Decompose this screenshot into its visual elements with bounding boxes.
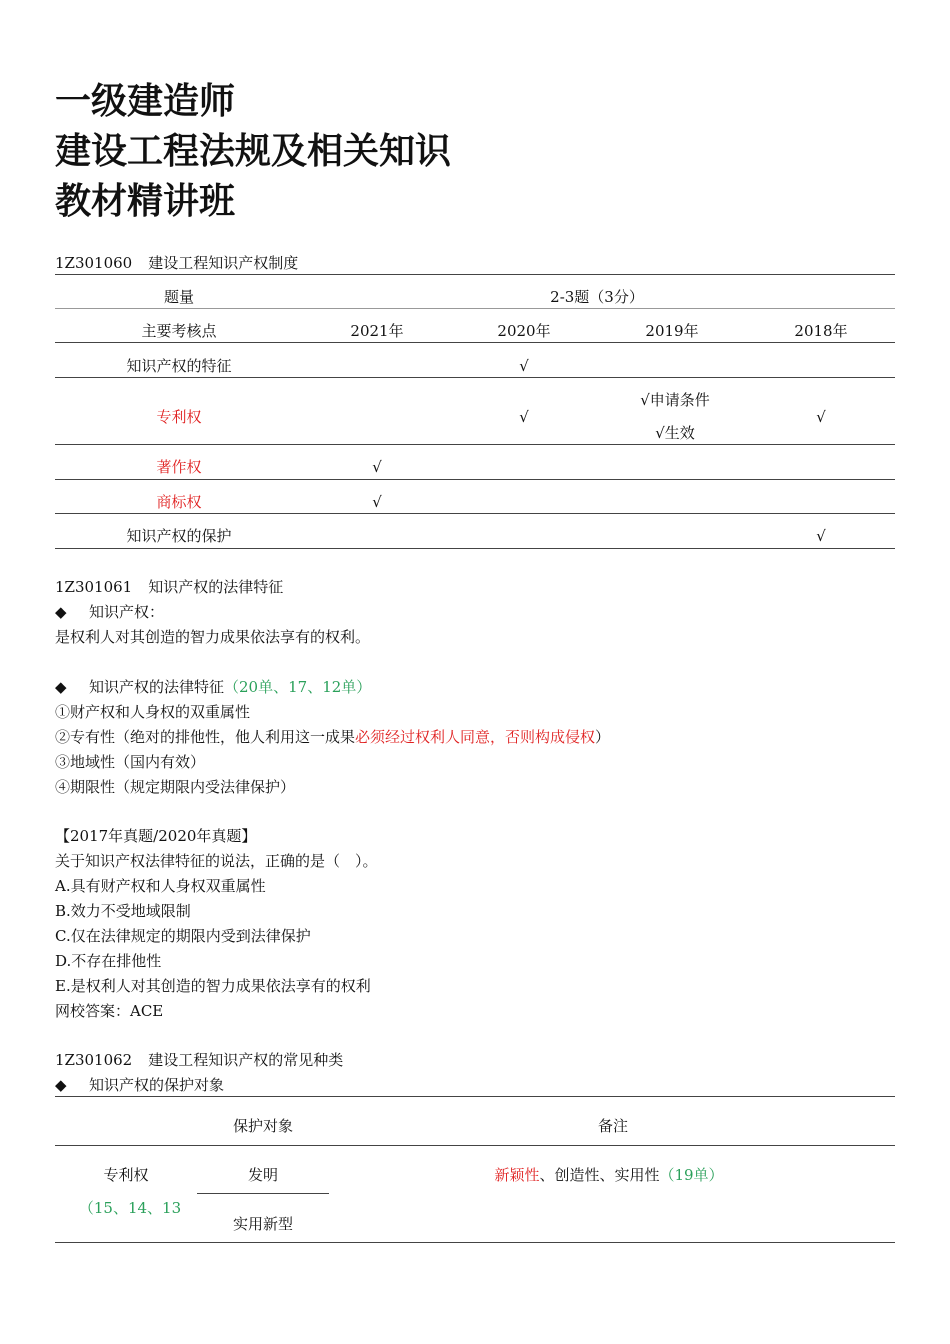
section-code: 1Z301061 (55, 578, 133, 596)
feature-2-close: ） (595, 728, 611, 746)
feature-2-emphasis: 必须经过权利人同意，否则构成侵权 (355, 728, 596, 746)
row-label-copyright: 著作权 (156, 458, 202, 476)
section-name: 建设工程知识产权的常见种类 (148, 1051, 344, 1069)
section-code: 1Z301062 (55, 1051, 133, 1069)
title-line-2: 建设工程法规及相关知识 (55, 131, 452, 172)
question-stem: 关于知识产权法律特征的说法，正确的是（ ）。 (55, 852, 378, 870)
check-mark: √ (519, 408, 529, 426)
table-rule (55, 342, 895, 343)
section-heading-1z301062 (55, 1050, 343, 1070)
option-c: C.仅在法律规定的期限内受到法律保护 (55, 927, 311, 945)
section-heading-1z301061 (55, 577, 283, 597)
table-rule (55, 1145, 895, 1146)
section-name: 建设工程知识产权制度 (148, 254, 299, 272)
definition-heading (55, 602, 164, 622)
patent-exam-note: （15、14、13 (78, 1199, 182, 1217)
diamond-bullet-icon: ◆ (55, 678, 67, 696)
table-rule (197, 1193, 329, 1194)
table-rule (55, 1242, 895, 1243)
section-code: 1Z301060 (55, 254, 133, 272)
year-2019: 2019年 (645, 322, 699, 340)
col-header-remark: 备注 (597, 1117, 629, 1135)
feature-2-text: ②专有性（绝对的排他性，他人利用这一成果 (55, 728, 356, 746)
answer: 网校答案：ACE (55, 1002, 164, 1020)
qty-value: 2-3题（3分） (550, 288, 644, 306)
feature-2 (55, 727, 610, 747)
check-mark: √ (372, 493, 382, 511)
year-2020: 2020年 (497, 322, 551, 340)
row-label-ip-features: 知识产权的特征 (126, 357, 232, 375)
col-header-object: 保护对象 (232, 1117, 294, 1135)
question-tag: 【2017年真题/2020年真题】 (55, 827, 257, 845)
check-mark: √ (816, 527, 826, 545)
row-label-patent: 专利权 (156, 408, 202, 426)
row-label-ip-protection: 知识产权的保护 (126, 527, 232, 545)
protection-heading (55, 1075, 224, 1095)
diamond-bullet-icon: ◆ (55, 603, 67, 621)
remark-exam-note: （19单） (659, 1166, 724, 1184)
section-heading-1z301060 (55, 253, 298, 273)
utility-model-label: 实用新型 (232, 1215, 294, 1233)
table-rule (55, 548, 895, 549)
year-2021: 2021年 (350, 322, 404, 340)
option-b: B.效力不受地域限制 (55, 902, 191, 920)
patent-label: 专利权 (103, 1166, 149, 1184)
check-mark: √ (519, 357, 529, 375)
feature-3: ③地域性（国内有效） (55, 753, 206, 771)
table-rule (55, 479, 895, 480)
option-d: D.不存在排他性 (55, 952, 162, 970)
year-2018: 2018年 (794, 322, 848, 340)
option-a: A.具有财产权和人身权双重属性 (55, 877, 266, 895)
definition-heading-text: 知识产权： (89, 603, 165, 621)
table-rule (55, 377, 895, 378)
table-rule (55, 513, 895, 514)
check-mark: √ (816, 408, 826, 426)
protection-heading-text: 知识产权的保护对象 (89, 1076, 225, 1094)
row-label-trademark: 商标权 (156, 493, 202, 511)
table-rule (55, 308, 895, 309)
patent-2019-item-1: √申请条件 (640, 391, 710, 409)
qty-label: 题量 (163, 288, 195, 306)
feature-1: ①财产权和人身权的双重属性 (55, 703, 251, 721)
definition-text: 是权利人对其创造的智力成果依法享有的权利。 (55, 628, 371, 646)
patent-2019-item-2: √生效 (655, 424, 695, 442)
point-header: 主要考核点 (141, 322, 217, 340)
option-e: E.是权利人对其创造的智力成果依法享有的权利 (55, 977, 371, 995)
feature-4: ④期限性（规定期限内受法律保护） (55, 778, 296, 796)
remark-criteria: 、创造性、实用性 (539, 1166, 660, 1184)
title-line-3: 教材精讲班 (55, 181, 236, 222)
features-heading-text: 知识产权的法律特征 (89, 678, 225, 696)
invention-label: 发明 (247, 1166, 279, 1184)
table-rule (55, 1096, 895, 1097)
features-exam-note: （20单、17、12单） (224, 678, 372, 696)
table-rule (55, 444, 895, 445)
invention-remark (494, 1165, 723, 1185)
remark-novelty: 新颖性 (494, 1166, 540, 1184)
section-name: 知识产权的法律特征 (148, 578, 284, 596)
features-heading (55, 677, 371, 697)
title-line-1: 一级建造师 (55, 81, 236, 122)
check-mark: √ (372, 458, 382, 476)
diamond-bullet-icon: ◆ (55, 1076, 67, 1094)
table-rule (55, 274, 895, 275)
